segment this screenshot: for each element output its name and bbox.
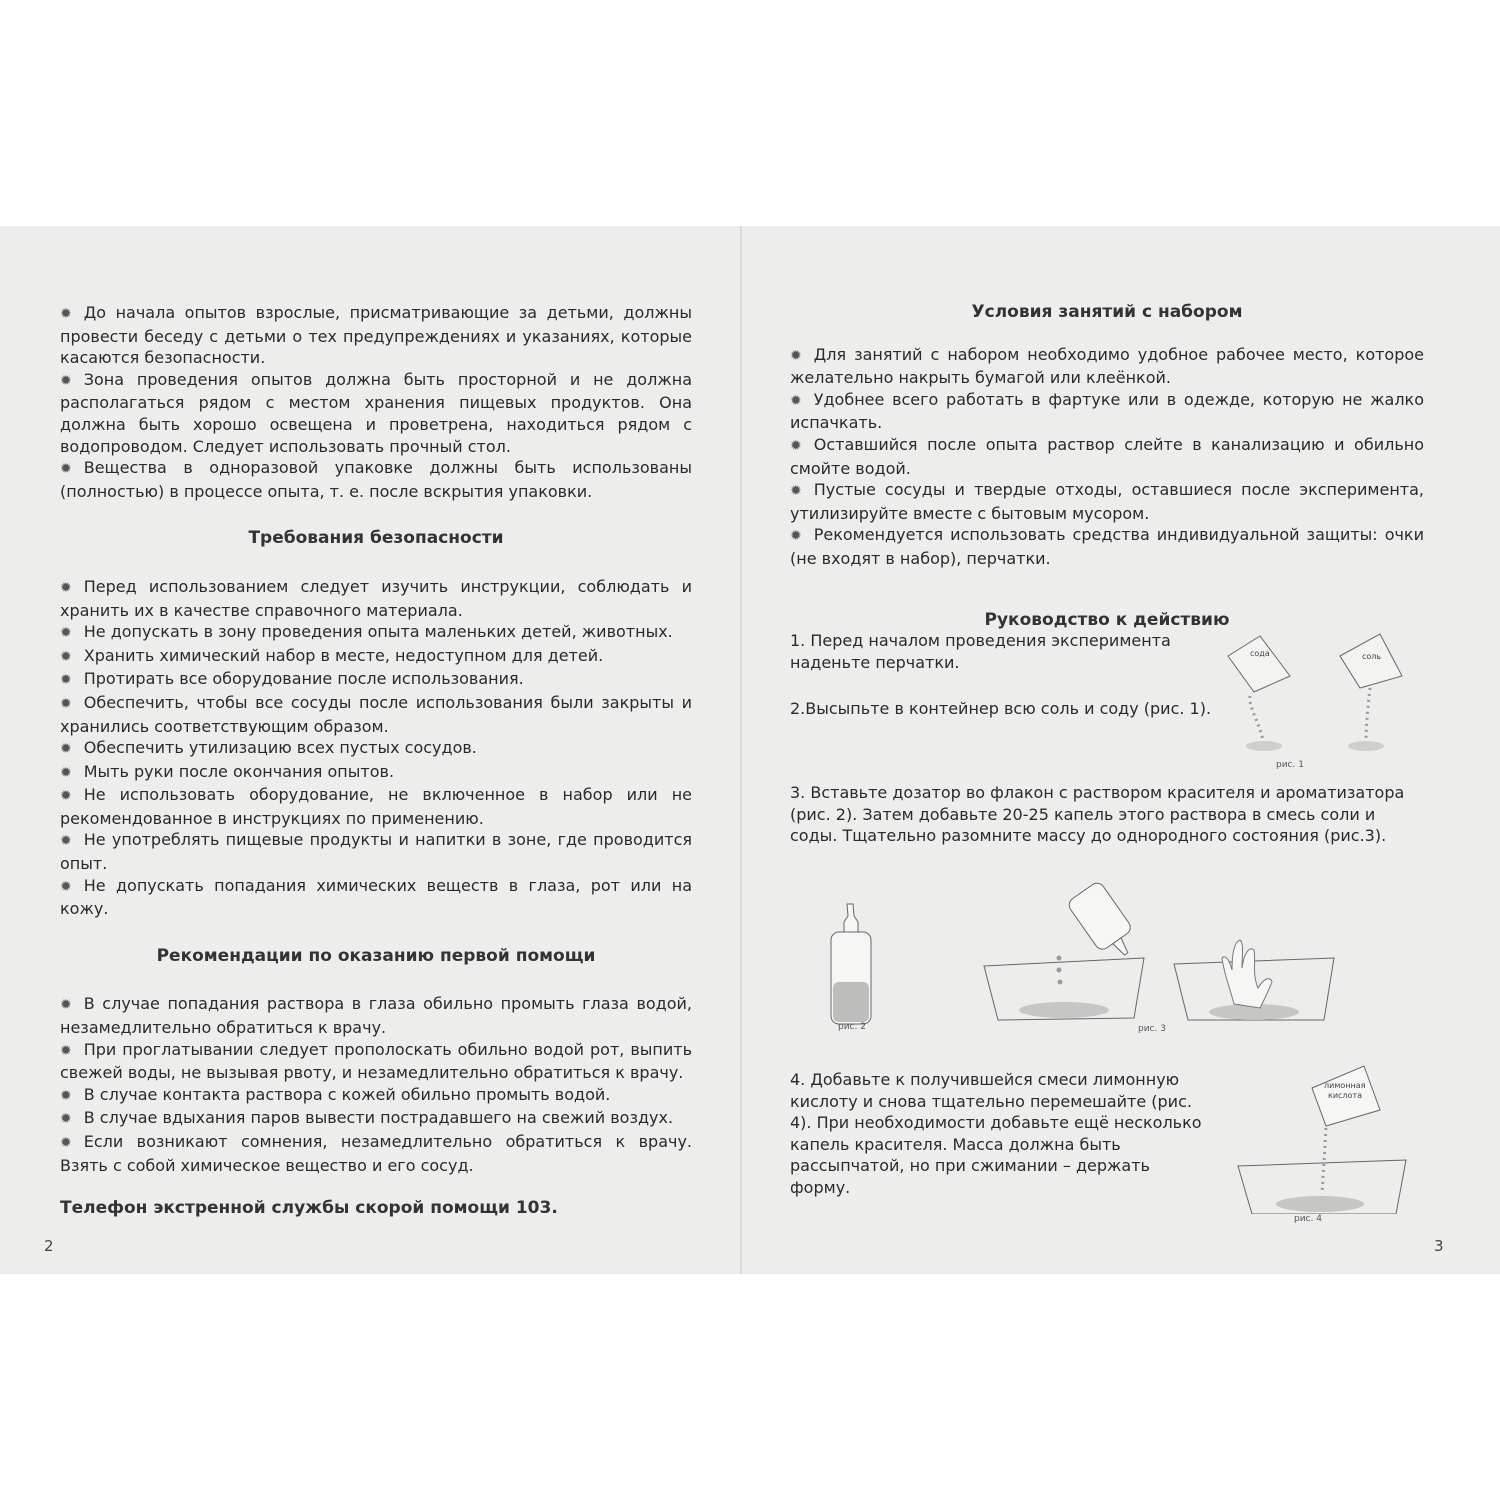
figure-4 [1230, 1054, 1420, 1214]
figure-1-caption: рис. 1 [1276, 760, 1304, 770]
first-aid-item: ✹ Если возникают сомнения, незамедлительно обратиться к врачу. Взять с собой химическое вещество и его сосуд. [60, 1131, 692, 1176]
step-3: 3. Вставьте дозатор во флакон с раствором красителя и ароматизатора (рис. 2). Затем добавьте 20-25 капель этого раствора в смесь соли и соды. Тщательно разомните массу до однородного состояния (рис.3). [790, 783, 1405, 846]
first-aid-item: ✹ При проглатывании следует прополоскать обильно водой рот, выпить свежей воды, не вызывая рвоту, и незамедлительно обратиться к врачу. [60, 1039, 692, 1084]
safety-item: ✹ Обеспечить, чтобы все сосуды после использования были закрыты и хранились соответствующим образом. [60, 692, 692, 737]
booklet-spread [0, 226, 1500, 1274]
page-number-right: 3 [1434, 1237, 1444, 1255]
figure-1 [1220, 626, 1410, 756]
conditions-item: ✹ Удобнее всего работать в фартуке или в одежде, которую не жалко испачкать. [790, 389, 1424, 434]
conditions-item: ✹ Рекомендуется использовать средства индивидуальной защиты: очки (не входят в набор), перчатки. [790, 524, 1424, 569]
first-aid-item: ✹ В случае вдыхания паров вывести пострадавшего на свежий воздух. [60, 1107, 692, 1131]
first-aid-item: ✹ В случае попадания раствора в глаза обильно промыть глаза водой, незамедлительно обратиться к врачу. [60, 993, 692, 1038]
conditions-heading: Условия занятий с набором [971, 302, 1243, 322]
figure-3-caption: рис. 3 [1138, 1024, 1166, 1034]
page-number-left: 2 [44, 1237, 54, 1255]
figure-2-bottle [826, 902, 876, 1026]
page-right [742, 226, 1500, 1274]
first-aid-item: ✹ В случае контакта раствора с кожей обильно промыть водой. [60, 1084, 692, 1108]
figure-1-label-a: сода [1250, 649, 1270, 658]
right-content [790, 302, 1424, 645]
guide-heading: Руководство к действию [984, 609, 1230, 630]
step-1: 1. Перед началом проведения эксперимента наденьте перчатки. [790, 631, 1171, 672]
figure-3-drawing [974, 878, 1394, 1026]
conditions-item: ✹ Оставшийся после опыта раствор слейте в канализацию и обильно смойте водой. [790, 434, 1424, 479]
figure-1-label-b: соль [1362, 652, 1382, 661]
intro-item: ✹ До начала опытов взрослые, присматривающие за детьми, должны провести беседу с детьми о тех предупреждениях и указаниях, которые касаются безопасности. [60, 302, 692, 369]
figure-4-drawing [1230, 1054, 1420, 1214]
figure-1-drawing [1220, 626, 1410, 756]
page-left [0, 226, 740, 1274]
safety-item: ✹ Перед использованием следует изучить инструкции, соблюдать и хранить их в качестве справочного материала. [60, 576, 692, 621]
figure-4-caption: рис. 4 [1294, 1214, 1322, 1224]
conditions-item: ✹ Пустые сосуды и твердые отходы, оставшиеся после эксперимента, утилизируйте вместе с бытовым мусором. [790, 479, 1424, 524]
figure-3 [974, 878, 1394, 1026]
safety-item: ✹ Не допускать в зону проведения опыта маленьких детей, животных. [60, 621, 692, 645]
safety-item: ✹ Обеспечить утилизацию всех пустых сосудов. [60, 737, 692, 761]
left-content [60, 302, 692, 1220]
conditions-item: ✹ Для занятий с набором необходимо удобное рабочее место, которое желательно накрыть бумагой или клеёнкой. [790, 344, 1424, 389]
figure-4-label-line2: кислота [1328, 1091, 1362, 1100]
figure-2-caption: рис. 2 [838, 1022, 866, 1032]
step-2: 2.Высыпьте в контейнер всю соль и соду (рис. 1). [790, 699, 1212, 718]
safety-item: ✹ Протирать все оборудование после использования. [60, 668, 692, 692]
safety-item: ✹ Не использовать оборудование, не включенное в набор или не рекомендованное в инструкциях по применению. [60, 784, 692, 829]
safety-item: ✹ Хранить химический набор в месте, недоступном для детей. [60, 645, 692, 669]
first-aid-heading: Рекомендации по оказанию первой помощи [156, 945, 596, 966]
safety-item: ✹ Мыть руки после окончания опытов. [60, 761, 692, 785]
intro-item: ✹ Зона проведения опытов должна быть просторной и не должна располагаться рядом с местом хранения пищевых продуктов. Она должна быть хорошо освещена и проветрена, находиться рядом с водопроводом. Следует использовать прочный стол. [60, 369, 692, 457]
emergency-phone: Телефон экстренной службы скорой помощи 103. [60, 1198, 558, 1219]
figure-2 [826, 902, 876, 1026]
safety-item: ✹ Не употреблять пищевые продукты и напитки в зоне, где проводится опыт. [60, 829, 692, 874]
intro-item: ✹ Вещества в одноразовой упаковке должны быть использованы (полностью) в процессе опыта, т. е. после вскрытия упаковки. [60, 457, 692, 502]
figure-4-label-line1: лимонная [1324, 1081, 1366, 1090]
safety-heading: Требования безопасности [248, 528, 504, 549]
step-4: 4. Добавьте к получившейся смеси лимонную кислоту и снова тщательно перемешайте (рис. 4). При необходимости добавьте ещё несколько капель красителя. Масса должна быть рассыпчатой, но при сжимании – держать форму. [790, 1070, 1202, 1197]
safety-item: ✹ Не допускать попадания химических веществ в глаза, рот или на кожу. [60, 875, 692, 920]
